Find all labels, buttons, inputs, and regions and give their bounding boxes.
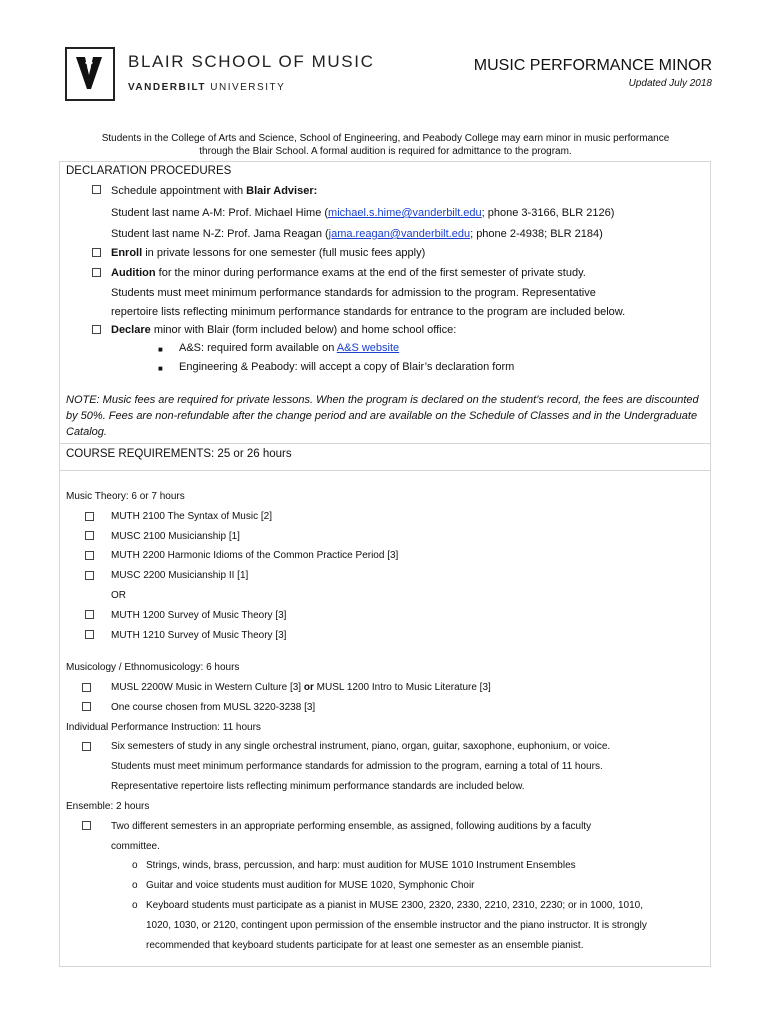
ensemble-option-cont: recommended that keyboard students participate for at least one semester as an ensemble pianist. — [146, 940, 584, 951]
musicology-checkbox[interactable] — [82, 683, 91, 692]
fees-note: NOTE: Music fees are required for private lessons. When the program is declared on the student’s record, the fees are discounted by 50%. Fees are non-refundable after the change period and are available on the Schedule of Classes and in the Undergraduate Catalog. — [66, 394, 699, 438]
musicology-heading: Musicology / Ethnomusicology: 6 hours — [66, 662, 240, 673]
schedule-step: Schedule appointment with Blair Adviser: — [111, 185, 318, 197]
performance-checkbox[interactable] — [82, 742, 91, 751]
audition-detail: repertoire lists reflecting minimum performance standards for entrance to the program are included below. — [111, 306, 626, 318]
course-item: MUSL 2200W Music in Western Culture [3] or MUSL 1200 Intro to Music Literature [3] — [111, 682, 491, 693]
as-option: A&S: required form available on A&S website — [179, 342, 400, 354]
course-item: One course chosen from MUSL 3220-3238 [3] — [111, 702, 316, 713]
hime-email-link[interactable]: michael.s.hime@vanderbilt.edu — [328, 207, 482, 219]
theory-checkbox[interactable] — [85, 531, 94, 540]
school-name: BLAIR SCHOOL OF MUSIC — [128, 52, 375, 71]
theory-checkbox[interactable] — [85, 610, 94, 619]
course-item: MUTH 1210 Survey of Music Theory [3] — [111, 630, 287, 641]
ensemble-option: Guitar and voice students must audition for MUSE 1020, Symphonic Choir — [146, 880, 475, 891]
course-item: MUTH 1200 Survey of Music Theory [3] — [111, 610, 287, 621]
engineering-option: Engineering & Peabody: will accept a copy of Blair’s declaration form — [179, 361, 515, 373]
course-item: MUSC 2100 Musicianship [1] — [111, 531, 240, 542]
audition-detail: Students must meet minimum performance standards for admission to the program. Representative — [111, 287, 596, 299]
reagan-email-link[interactable]: jama.reagan@vanderbilt.edu — [328, 228, 471, 240]
updated-date: Updated July 2018 — [628, 78, 712, 89]
course-item: Six semesters of study in any single orchestral instrument, piano, organ, guitar, saxophone, euphonium, or voice. — [111, 741, 611, 752]
divider — [59, 470, 711, 471]
course-detail: Representative repertoire lists reflecting minimum performance standards are included below. — [111, 781, 525, 792]
ensemble-option: Strings, winds, brass, percussion, and harp: must audition for MUSE 1010 Instrument Ensembles — [146, 860, 576, 871]
enroll-checkbox[interactable] — [92, 248, 101, 257]
schedule-checkbox[interactable] — [92, 185, 101, 194]
audition-checkbox[interactable] — [92, 268, 101, 277]
document-title: MUSIC PERFORMANCE MINOR — [473, 57, 712, 74]
ensemble-heading: Ensemble: 2 hours — [66, 801, 150, 812]
performance-heading: Individual Performance Instruction: 11 hours — [66, 722, 261, 733]
declaration-heading: DECLARATION PROCEDURES — [66, 165, 232, 177]
as-website-link[interactable]: A&S website — [336, 342, 400, 354]
declare-checkbox[interactable] — [92, 325, 101, 334]
bullet-icon: ■ — [158, 345, 163, 354]
audition-step: Audition for the minor during performance exams at the end of the first semester of private study. — [111, 267, 586, 279]
theory-heading: Music Theory: 6 or 7 hours — [66, 491, 185, 502]
theory-checkbox[interactable] — [85, 571, 94, 580]
intro-text: Students in the College of Arts and Science, School of Engineering, and Peabody College may earn minor in music performance through the Blair School. A formal audition is required for admittance to the program. — [101, 133, 670, 157]
divider — [59, 443, 711, 444]
theory-checkbox[interactable] — [85, 551, 94, 560]
ensemble-checkbox[interactable] — [82, 821, 91, 830]
theory-checkbox[interactable] — [85, 630, 94, 639]
musicology-checkbox[interactable] — [82, 702, 91, 711]
course-item: MUTH 2100 The Syntax of Music [2] — [111, 511, 272, 522]
theory-checkbox[interactable] — [85, 512, 94, 521]
declare-step: Declare minor with Blair (form included below) and home school office: — [111, 324, 457, 336]
circle-bullet-icon: o — [132, 880, 138, 891]
course-detail: Students must meet minimum performance standards for admission to the program, earning a total of 11 hours. — [111, 761, 603, 772]
bullet-icon: ■ — [158, 364, 163, 373]
adviser-nz: Student last name N-Z: Prof. Jama Reagan (jama.reagan@vanderbilt.edu; phone 2-4938; BLR 2184) — [111, 228, 603, 240]
adviser-am: Student last name A-M: Prof. Michael Hime (michael.s.hime@vanderbilt.edu; phone 3-3166, BLR 2126) — [111, 207, 615, 219]
course-heading: COURSE REQUIREMENTS: 25 or 26 hours — [66, 448, 292, 460]
course-item: Two different semesters in an appropriate performing ensemble, as assigned, following auditions by a faculty — [111, 821, 592, 832]
ensemble-option-cont: 1020, 1030, or 2120, contingent upon permission of the ensemble instructor and the piano instructor. It is strongly — [146, 920, 647, 931]
course-detail: committee. — [111, 841, 160, 852]
circle-bullet-icon: o — [132, 860, 138, 871]
circle-bullet-icon: o — [132, 900, 138, 911]
or-label: OR — [111, 590, 126, 601]
vanderbilt-v-icon — [76, 55, 102, 91]
course-item: MUSC 2200 Musicianship II [1] — [111, 570, 249, 581]
course-item: MUTH 2200 Harmonic Idioms of the Common Practice Period [3] — [111, 550, 399, 561]
university-name: VANDERBILT UNIVERSITY — [128, 82, 286, 93]
vanderbilt-logo — [65, 47, 115, 101]
enroll-step: Enroll in private lessons for one semester (full music fees apply) — [111, 247, 426, 259]
ensemble-option: Keyboard students must participate as a pianist in MUSE 2300, 2320, 2330, 2210, 2310, 2230; or in 1000, 1010, — [146, 900, 644, 911]
